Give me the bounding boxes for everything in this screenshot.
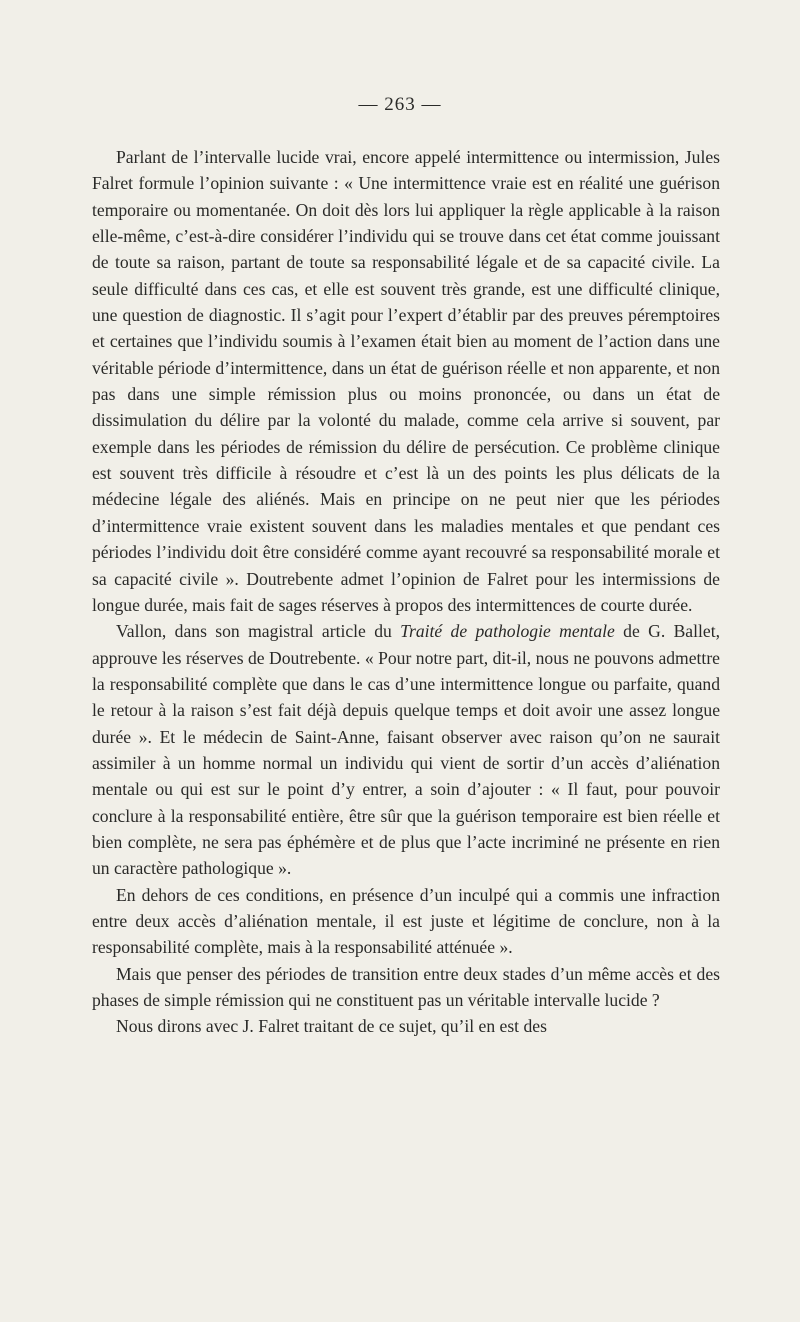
page-number: — 263 —: [358, 94, 442, 115]
text-segment: Vallon, dans son magistral article du: [116, 621, 401, 642]
paragraph: [92, 1013, 720, 1039]
text-segment: Parlant de l’intervalle lucide vrai, encore appelé intermittence ou intermission, Jules Falret formule l’opinion suivante : « Une intermittence vraie est en réalité une guérison temporaire ou momentanée. On doit dès lors lui appliquer la règle applicable à la raison elle-même, c’est-à-dire considérer l’individu qui se trouve dans cet état comme jouissant de toute sa raison, partant de toute sa responsabilité légale et de sa capacité civile. La seule difficulté dans ces cas, et elle est souvent très grande, est une difficulté clinique, une question de diagnostic. Il s’agit pour l’expert d’établir par des preuves péremptoires et certaines que l’individu soumis à l’examen était bien au moment de l’action dans une véritable période d’intermittence, dans un état de guérison réelle et non apparente, et non pas dans une simple rémission plus ou moins prononcée, ou dans un état de dissimulation du délire par la volonté du malade, comme cela arrive si souvent, par exemple dans les périodes de rémission du délire de persécution. Ce problème clinique est souvent très difficile à résoudre et c’est là un des points les plus délicats de la médecine légale des aliénés. Mais en principe on ne peut nier que les périodes d’intermittence vraie existent souvent dans les maladies mentales et que pendant ces périodes l’individu doit être considéré comme ayant recouvré sa responsabilité morale et sa capacité civile ». Doutrebente admet l’opinion de Falret pour les intermissions de longue durée, mais fait de sages réserves à propos des intermittences de courte durée.: [92, 147, 720, 615]
paragraph: [92, 144, 720, 618]
text-segment: En dehors de ces conditions, en présence d’un inculpé qui a commis une infraction entre deux accès d’aliénation mentale, il est juste et légitime de conclure, non à la responsabilité complète, mais à la responsabilité atténuée ».: [92, 884, 720, 958]
text-segment: Mais que penser des périodes de transition entre deux stades d’un même accès et des phases de simple rémission qui ne constituent pas un véritable intervalle lucide ?: [92, 963, 720, 1010]
body-text: [92, 144, 720, 1040]
paragraph: [92, 961, 720, 1014]
paragraph: [92, 882, 720, 961]
text-segment: de G. Ballet, approuve les réserves de Doutrebente. « Pour notre part, dit-il, nous ne pouvons admettre la responsabilité complète que dans le cas d’une intermittence longue ou parfaite, quand le retour à la raison s’est fait déjà depuis quelque temps et doit avoir une assez longue durée ». Et le médecin de Saint-Anne, faisant observer avec raison qu’on ne saurait assimiler à un homme normal un individu qui vient de sortir d’un accès d’aliénation mentale ou qui est sur le point d’y entrer, a soin d’ajouter : « Il faut, pour pouvoir conclure à la responsabilité entière, être sûr que la guérison temporaire est bien réelle et bien complète, ne sera pas éphémère et de plus que l’acte incriminé ne présente en rien un caractère pathologique ».: [92, 621, 720, 879]
book-title: Traité de pathologie mentale: [400, 621, 615, 642]
paragraph: [92, 618, 720, 881]
text-segment: Nous dirons avec J. Falret traitant de ce sujet, qu’il en est des: [116, 1016, 547, 1037]
